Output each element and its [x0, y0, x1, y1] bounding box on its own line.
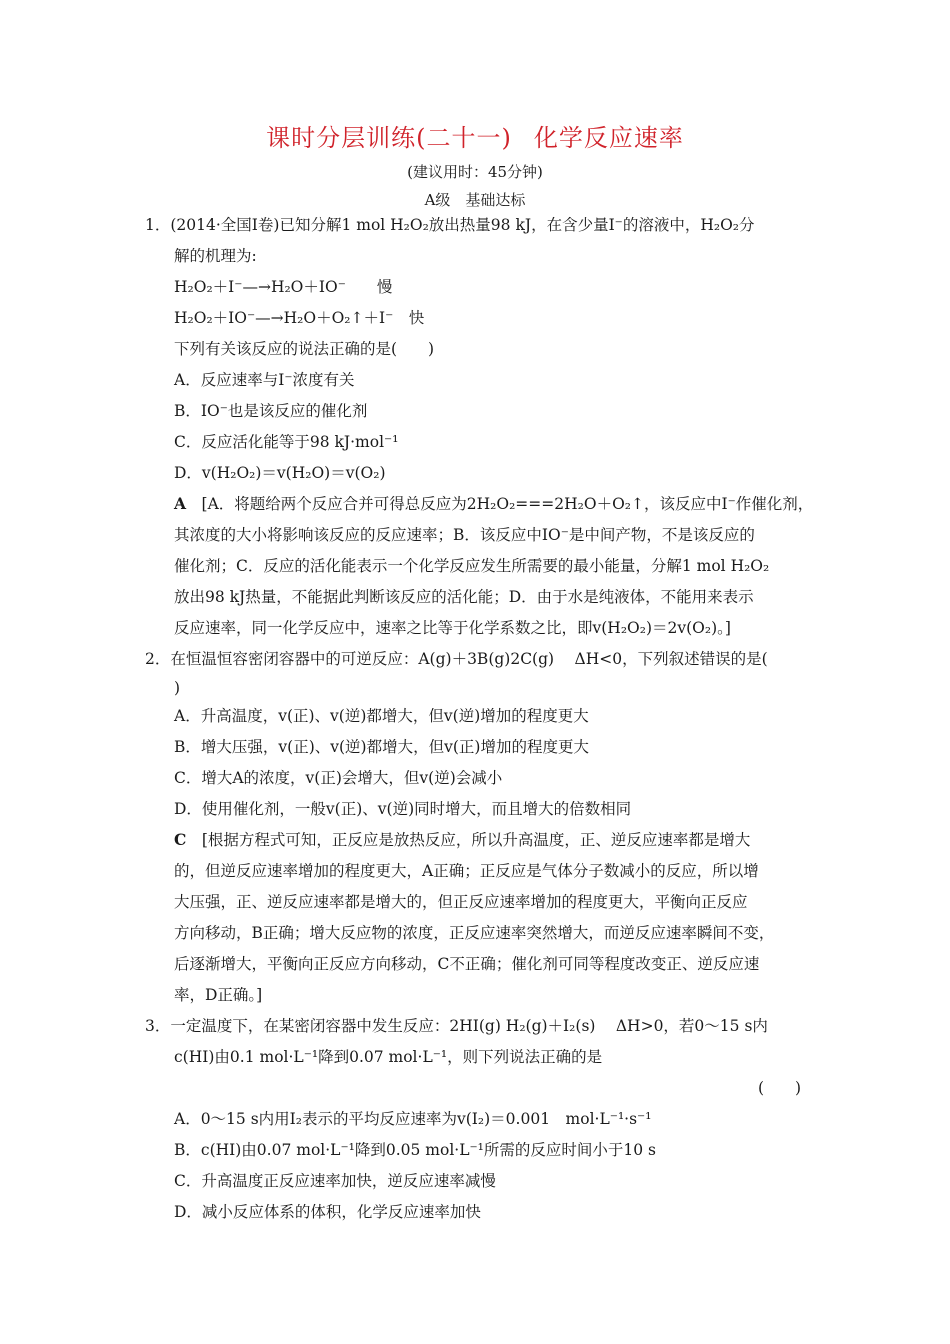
q2-explanation-line-6: 率，D正确。]	[174, 986, 263, 1004]
title-part-2: 化学反应速率	[533, 124, 684, 152]
q3-option-c: C．升高温度正反应速率加快，逆反应速率减慢	[174, 1172, 496, 1190]
q2-option-c: C．增大A的浓度，v(正)会增大，但v(逆)会减小	[174, 769, 503, 787]
q1-explanation-line-3: 催化剂；C．反应的活化能表示一个化学反应发生所需要的最小能量，分解1 mol H₂O₂	[174, 557, 770, 575]
page-title	[0, 118, 950, 153]
q3-option-d: D．减小反应体系的体积，化学反应速率加快	[174, 1203, 481, 1221]
q1-option-c: C．反应活化能等于98 kJ·mol⁻¹	[174, 433, 399, 451]
q1-equation-2: H₂O₂＋IO⁻—→H₂O＋O₂↑＋I⁻ 快	[174, 309, 425, 327]
q2-option-a: A．升高温度，v(正)、v(逆)都增大，但v(逆)增加的程度更大	[174, 707, 589, 725]
q2-stem-line-1: 2．在恒温恒容密闭容器中的可逆反应：A(g)＋3B(g)2C(g) ΔH<0，下列叙述错误的是(	[145, 650, 768, 668]
q2-stem-line-2: )	[174, 679, 181, 697]
q2-option-d: D．使用催化剂，一般v(正)、v(逆)同时增大，而且增大的倍数相同	[174, 800, 632, 818]
q1-explanation-line-5: 反应速率，同一化学反应中，速率之比等于化学系数之比，即v(H₂O₂)＝2v(O₂)。]	[174, 619, 731, 637]
q3-answer-bracket: ( )	[758, 1079, 802, 1097]
q1-explanation-line-2: 其浓度的大小将影响该反应的反应速率；B．该反应中IO⁻是中间产物，不是该反应的	[174, 526, 755, 544]
q2-explanation-line-4: 方向移动，B正确；增大反应物的浓度，正反应速率突然增大，而逆反应速率瞬间不变，	[174, 924, 775, 942]
q3-option-a: A．0～15 s内用I₂表示的平均反应速率为v(I₂)＝0.001 mol·L⁻¹·s⁻¹	[174, 1110, 652, 1128]
q3-option-b: B．c(HI)由0.07 mol·L⁻¹降到0.05 mol·L⁻¹所需的反应时间小于10 s	[174, 1141, 656, 1159]
q2-explanation-line-2: 的，但逆反应速率增加的程度更大，A正确；正反应是气体分子数减小的反应，所以增	[174, 862, 759, 880]
q2-explanation-text-1: [根据方程式可知，正反应是放热反应，所以升高温度，正、逆反应速率都是增大	[201, 831, 751, 849]
level-heading: A级 基础达标	[424, 191, 526, 209]
q1-explanation-line-4: 放出98 kJ热量，不能据此判断该反应的活化能；D．由于水是纯液体，不能用来表示	[174, 588, 754, 606]
q1-option-b: B．IO⁻也是该反应的催化剂	[174, 402, 368, 420]
q2-explanation-line-3: 大压强，正、逆反应速率都是增大的，但正反应速率增加的程度更大，平衡向正反应	[174, 893, 748, 911]
q2-option-b: B．增大压强，v(正)、v(逆)都增大，但v(正)增加的程度更大	[174, 738, 589, 756]
q2-explanation-line-5: 后逐渐增大，平衡向正反应方向移动，C不正确；催化剂可同等程度改变正、逆反应速	[174, 955, 760, 973]
q1-explanation-text-1: [A．将题给两个反应合并可得总反应为2H₂O₂===2H₂O＋O₂↑，该反应中I⁻作催化剂，	[201, 495, 814, 513]
q1-equation-1: H₂O₂＋I⁻—→H₂O＋IO⁻ 慢	[174, 278, 393, 296]
q3-stem-line-2: c(HI)由0.1 mol·L⁻¹降到0.07 mol·L⁻¹，则下列说法正确的是	[174, 1048, 603, 1066]
q1-stem-line-1: 1．(2014·全国Ⅰ卷)已知分解1 mol H₂O₂放出热量98 kJ，在含少量I⁻的溶液中，H₂O₂分	[145, 216, 755, 234]
title-part-1: 课时分层训练(二十一)	[266, 124, 512, 152]
suggested-time: (建议用时：45分钟)	[407, 163, 543, 181]
q2-explanation-line-1	[174, 830, 750, 850]
q1-question: 下列有关该反应的说法正确的是( )	[174, 340, 435, 358]
q3-stem-line-1: 3．一定温度下，在某密闭容器中发生反应：2HI(g) H₂(g)＋I₂(s) ΔH>0，若0～15 s内	[145, 1017, 768, 1035]
q2-answer: C	[174, 830, 187, 849]
q1-option-a: A．反应速率与I⁻浓度有关	[174, 371, 355, 389]
q1-answer: A	[174, 494, 187, 513]
q1-stem-line-2: 解的机理为:	[174, 247, 257, 265]
q1-explanation-line-1	[174, 494, 813, 514]
q1-option-d: D．v(H₂O₂)＝v(H₂O)＝v(O₂)	[174, 464, 386, 482]
